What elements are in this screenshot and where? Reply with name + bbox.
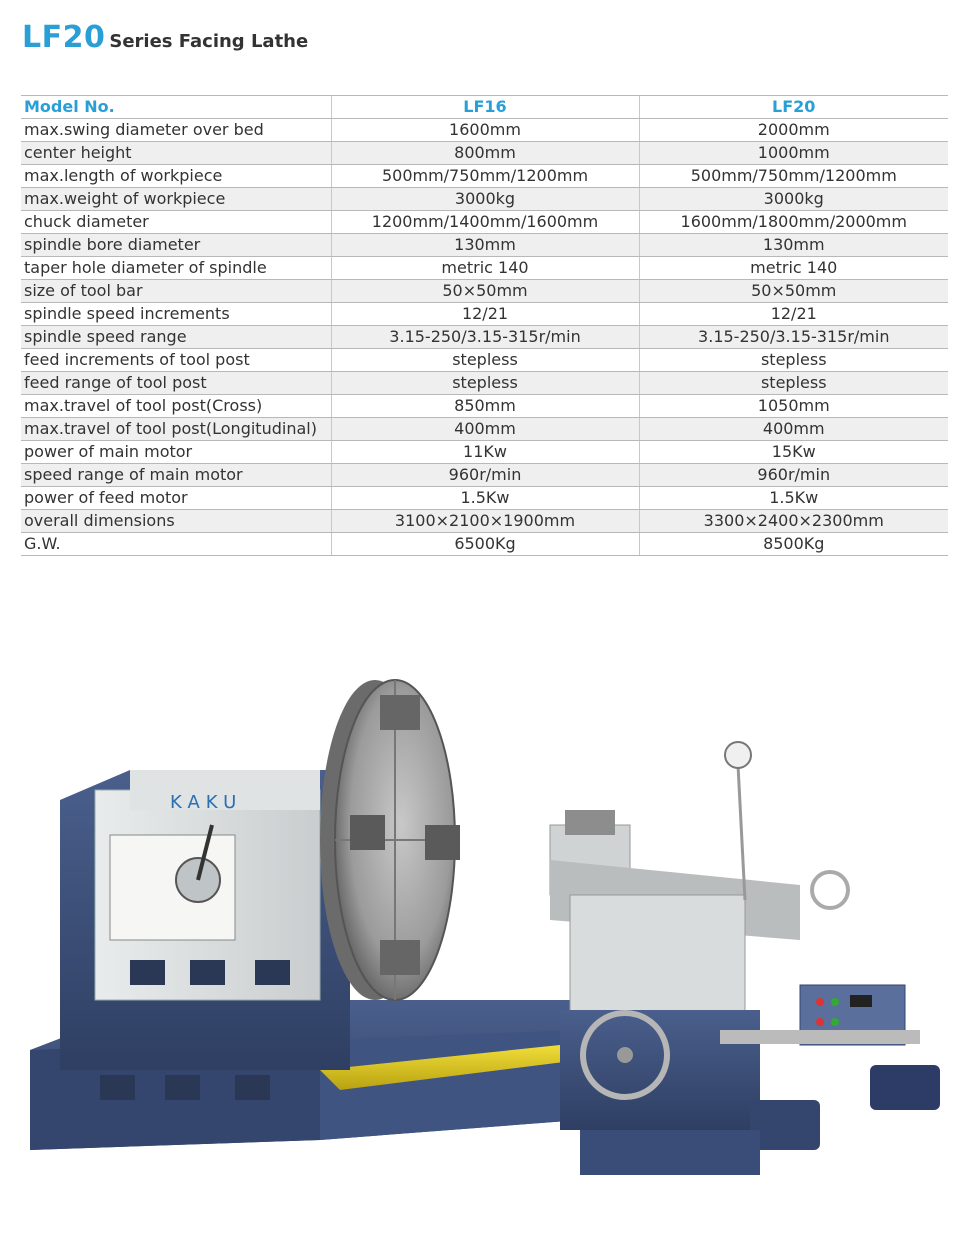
column-header: LF20 — [639, 96, 948, 119]
spec-value: metric 140 — [331, 257, 639, 280]
spec-label: max.travel of tool post(Longitudinal) — [21, 418, 331, 441]
table-row — [21, 142, 948, 165]
spec-value: 1.5Kw — [639, 487, 948, 510]
spec-value: 12/21 — [639, 303, 948, 326]
spec-label: spindle speed range — [21, 326, 331, 349]
spec-label: max.swing diameter over bed — [21, 119, 331, 142]
table-row — [21, 188, 948, 211]
spec-value: 960r/min — [331, 464, 639, 487]
spec-value: 800mm — [331, 142, 639, 165]
spec-label: G.W. — [21, 533, 331, 556]
spec-value: stepless — [331, 349, 639, 372]
spec-value: 1600mm — [331, 119, 639, 142]
spec-value: 130mm — [639, 234, 948, 257]
spec-label: max.length of workpiece — [21, 165, 331, 188]
spec-value: 960r/min — [639, 464, 948, 487]
spec-value: 12/21 — [331, 303, 639, 326]
spec-value: 2000mm — [639, 119, 948, 142]
spec-label: speed range of main motor — [21, 464, 331, 487]
spec-value: 15Kw — [639, 441, 948, 464]
spec-value: stepless — [639, 349, 948, 372]
table-row — [21, 372, 948, 395]
model-name: LF20 — [22, 20, 106, 55]
spec-value: 1600mm/1800mm/2000mm — [639, 211, 948, 234]
series-subtitle: Series Facing Lathe — [109, 31, 309, 52]
spec-value: 1200mm/1400mm/1600mm — [331, 211, 639, 234]
spec-label: feed increments of tool post — [21, 349, 331, 372]
table-row — [21, 234, 948, 257]
spec-value: 3300×2400×2300mm — [639, 510, 948, 533]
spec-label: center height — [21, 142, 331, 165]
table-row — [21, 119, 948, 142]
spec-label: size of tool bar — [21, 280, 331, 303]
table-row — [21, 165, 948, 188]
table-row — [21, 257, 948, 280]
spec-value: 500mm/750mm/1200mm — [639, 165, 948, 188]
spec-value: 8500Kg — [639, 533, 948, 556]
table-row — [21, 441, 948, 464]
table-header-row — [21, 96, 948, 119]
spec-value: metric 140 — [639, 257, 948, 280]
spec-table — [21, 95, 948, 556]
brand-label: KAKU — [170, 792, 243, 813]
spec-label: power of feed motor — [21, 487, 331, 510]
table-row — [21, 280, 948, 303]
table-row — [21, 211, 948, 234]
spec-value: 50×50mm — [639, 280, 948, 303]
table-row — [21, 303, 948, 326]
spec-label: spindle bore diameter — [21, 234, 331, 257]
spec-value: stepless — [331, 372, 639, 395]
spec-value: stepless — [639, 372, 948, 395]
spec-value: 50×50mm — [331, 280, 639, 303]
spec-label: feed range of tool post — [21, 372, 331, 395]
spec-value: 3.15-250/3.15-315r/min — [639, 326, 948, 349]
table-row — [21, 326, 948, 349]
spec-label: max.travel of tool post(Cross) — [21, 395, 331, 418]
table-row — [21, 533, 948, 556]
spec-value: 500mm/750mm/1200mm — [331, 165, 639, 188]
spec-label: spindle speed increments — [21, 303, 331, 326]
page-title — [22, 20, 308, 55]
spec-label: taper hole diameter of spindle — [21, 257, 331, 280]
spec-value: 850mm — [331, 395, 639, 418]
column-header: LF16 — [331, 96, 639, 119]
spec-value: 3100×2100×1900mm — [331, 510, 639, 533]
spec-value: 400mm — [331, 418, 639, 441]
spec-value: 6500Kg — [331, 533, 639, 556]
facing-lathe-photo — [20, 650, 960, 1210]
column-header: Model No. — [21, 96, 331, 119]
spec-label: power of main motor — [21, 441, 331, 464]
spec-label: max.weight of workpiece — [21, 188, 331, 211]
spec-label: chuck diameter — [21, 211, 331, 234]
spec-value: 1050mm — [639, 395, 948, 418]
table-row — [21, 418, 948, 441]
spec-value: 3000kg — [331, 188, 639, 211]
table-row — [21, 487, 948, 510]
spec-label: overall dimensions — [21, 510, 331, 533]
table-row — [21, 395, 948, 418]
spec-value: 400mm — [639, 418, 948, 441]
spec-value: 3000kg — [639, 188, 948, 211]
table-row — [21, 349, 948, 372]
table-row — [21, 464, 948, 487]
spec-value: 11Kw — [331, 441, 639, 464]
spec-value: 3.15-250/3.15-315r/min — [331, 326, 639, 349]
table-row — [21, 510, 948, 533]
spec-value: 1000mm — [639, 142, 948, 165]
spec-value: 130mm — [331, 234, 639, 257]
spec-value: 1.5Kw — [331, 487, 639, 510]
